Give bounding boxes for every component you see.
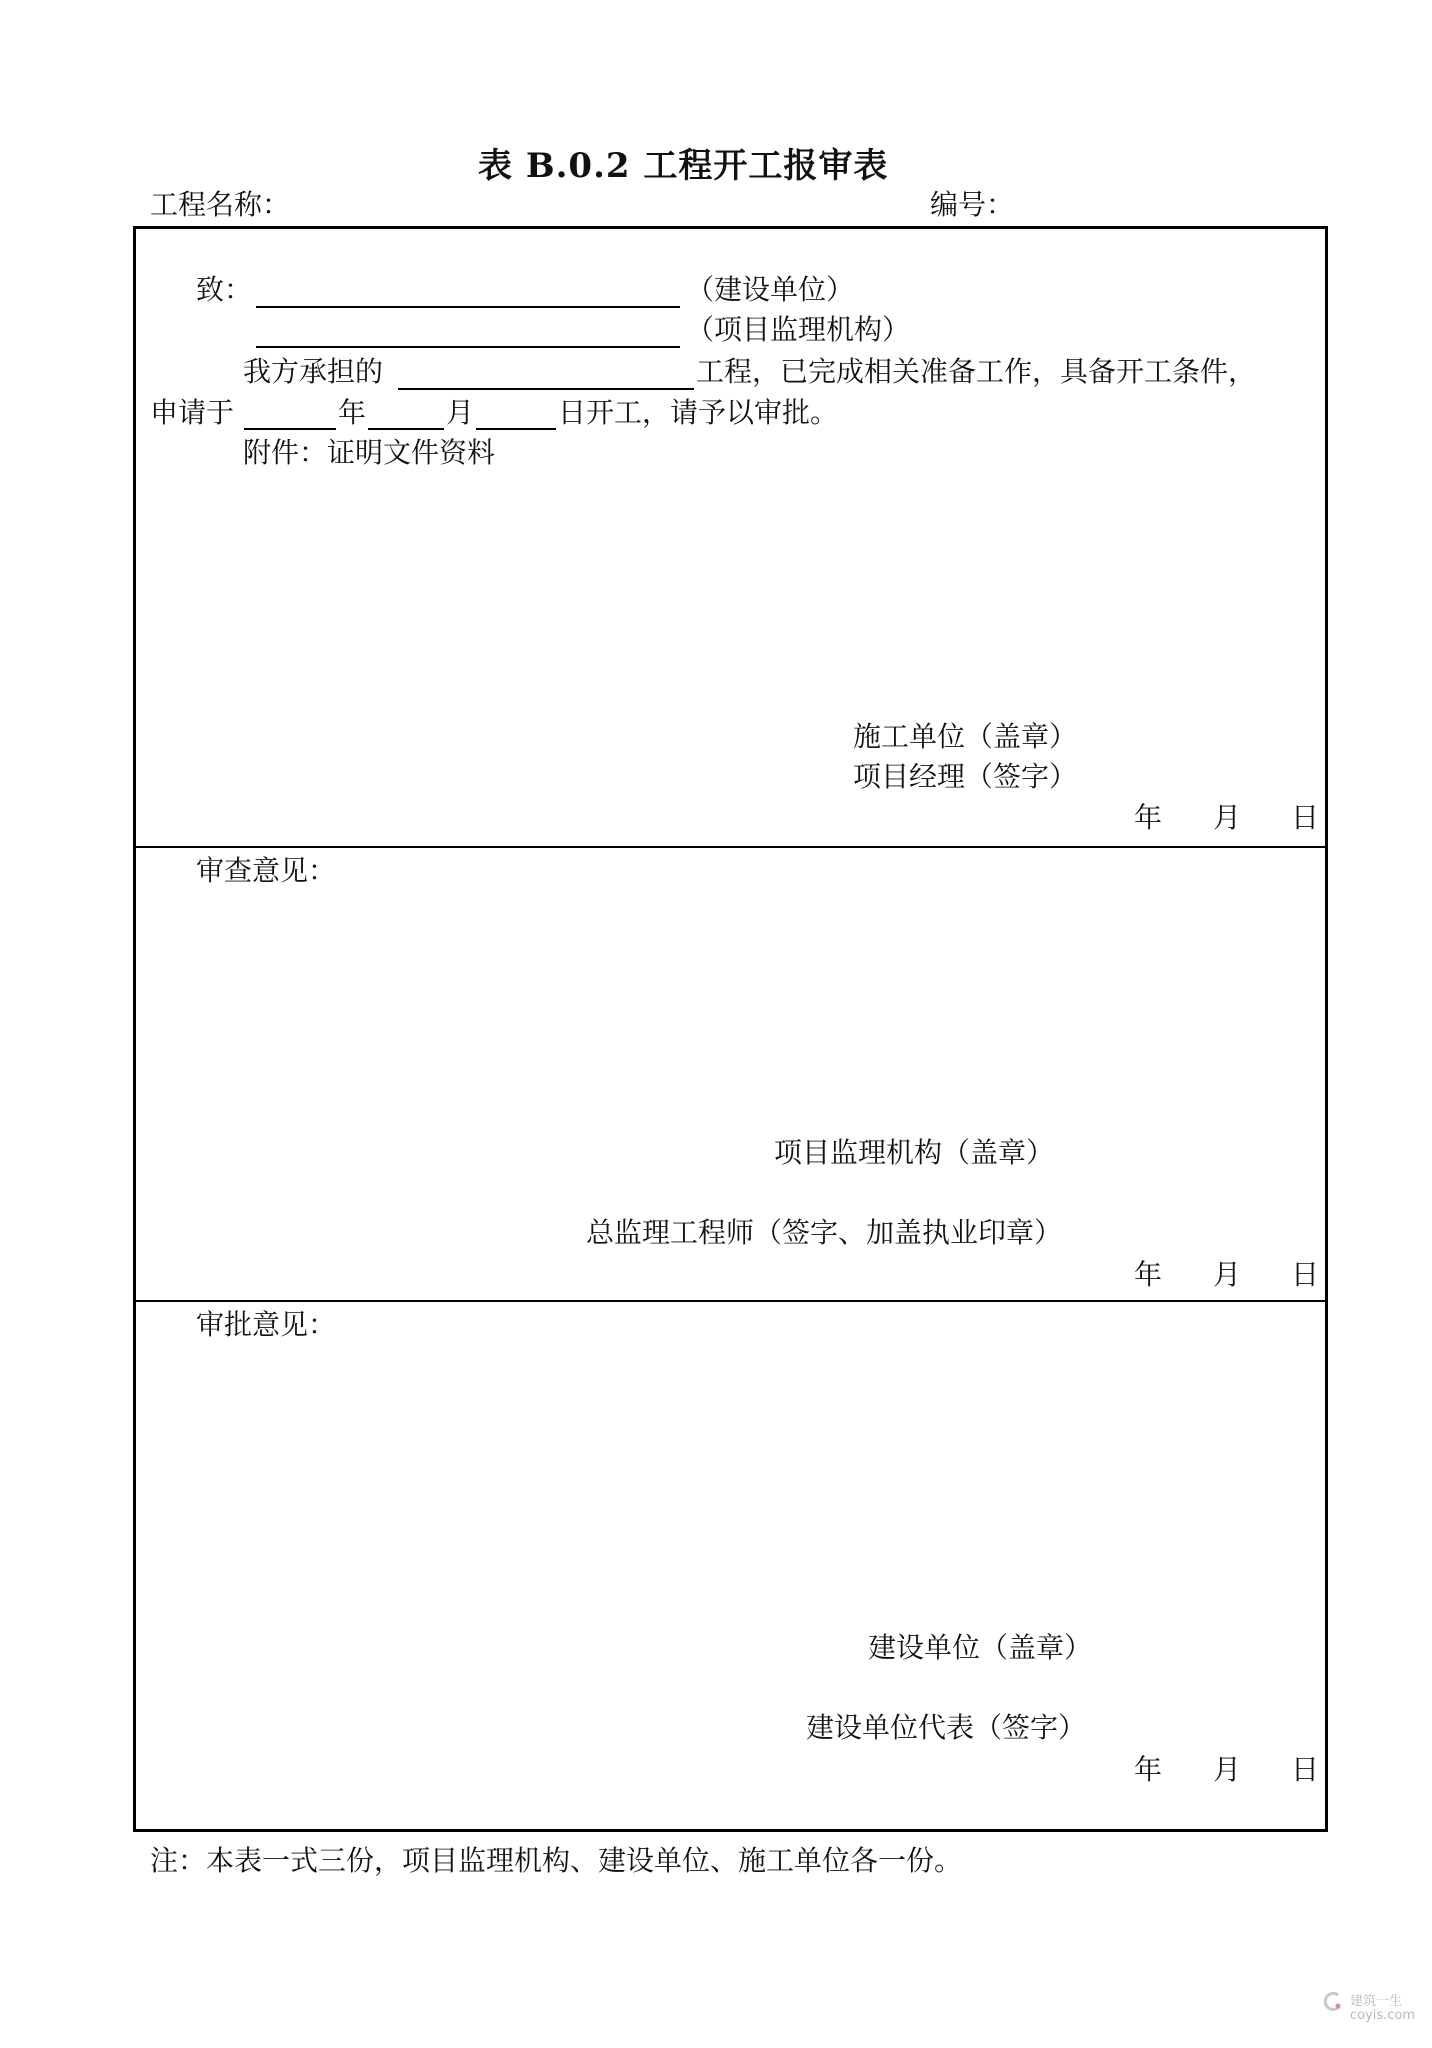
start-day-suffix: 日开工，请予以审批。 — [558, 396, 839, 429]
watermark-text-site: coyis.com — [1350, 2008, 1416, 2023]
body-prefix: 我方承担的 — [243, 355, 384, 388]
body-suffix: 工程，已完成相关准备工作，具备开工条件， — [696, 355, 1257, 388]
form-title: 表 B.0.2 工程开工报审表 — [478, 146, 889, 186]
pm-signature-label: 项目经理（签字） — [853, 760, 1078, 793]
section-divider-1 — [133, 846, 1328, 848]
recipient-owner-field[interactable] — [256, 306, 680, 308]
approval-date-year: 年 — [1134, 1753, 1163, 1786]
review-date-month: 月 — [1213, 1258, 1242, 1291]
start-year-label: 年 — [338, 396, 367, 429]
approval-date-month: 月 — [1213, 1753, 1242, 1786]
recipient-supervisor-suffix: （项目监理机构） — [686, 313, 911, 346]
start-day-field[interactable] — [476, 428, 556, 430]
recipient-supervisor-field[interactable] — [256, 346, 680, 348]
start-year-field[interactable] — [244, 428, 336, 430]
section-divider-2 — [133, 1300, 1328, 1302]
application-date-year: 年 — [1134, 801, 1163, 834]
form-footnote: 注：本表一式三份，项目监理机构、建设单位、施工单位各一份。 — [150, 1844, 963, 1877]
review-date-day: 日 — [1291, 1258, 1320, 1291]
to-label: 致： — [196, 273, 253, 306]
watermark-text-cn: 建筑一生 — [1350, 1994, 1403, 2009]
approval-date-day: 日 — [1291, 1753, 1320, 1786]
apply-prefix: 申请于 — [150, 396, 235, 429]
owner-seal-label: 建设单位（盖章） — [868, 1631, 1093, 1664]
review-date-year: 年 — [1134, 1258, 1163, 1291]
chief-engineer-signature-label: 总监理工程师（签字、加盖执业印章） — [586, 1216, 1063, 1249]
application-date-month: 月 — [1213, 801, 1242, 834]
project-name-label: 工程名称： — [150, 188, 291, 221]
form-number-label: 编号： — [930, 188, 1015, 221]
contractor-seal-label: 施工单位（盖章） — [853, 720, 1078, 753]
watermark-logo-icon — [1322, 1990, 1344, 2012]
start-month-field[interactable] — [368, 428, 444, 430]
recipient-owner-suffix: （建设单位） — [686, 273, 855, 306]
start-month-label: 月 — [446, 396, 475, 429]
owner-rep-signature-label: 建设单位代表（签字） — [806, 1711, 1087, 1744]
approval-heading: 审批意见： — [196, 1308, 337, 1341]
review-heading: 审查意见： — [196, 854, 337, 887]
application-date-day: 日 — [1291, 801, 1320, 834]
attachment-note: 附件：证明文件资料 — [243, 436, 496, 469]
supervisor-seal-label: 项目监理机构（盖章） — [774, 1136, 1055, 1169]
project-name-field[interactable] — [398, 388, 694, 390]
